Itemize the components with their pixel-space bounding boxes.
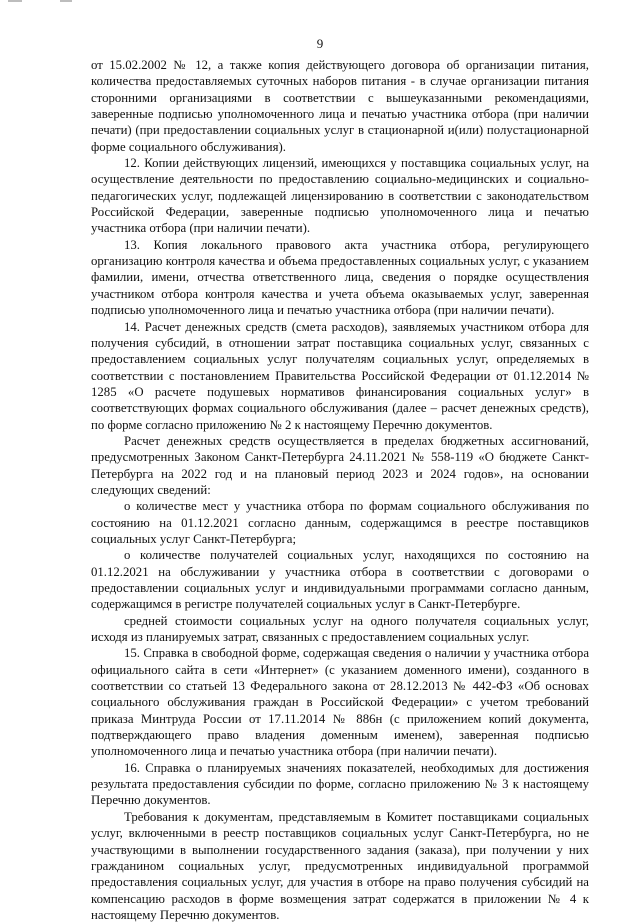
- paragraph-continuation: от 15.02.2002 № 12, а также копия действующего договора об организации питания, количества предоставляемых суточных наборов питания - в случае организации питания сторонними организациями в соответствии с вышеуказанными рекомендациями, заверенные подписью уполномоченного лица и печатью участника отбора (при наличии печати) (при предоставлении социальных услуг в стационарной и(или) полустационарной форме социального обслуживания).: [91, 58, 589, 154]
- page-number: 9: [316, 36, 324, 51]
- paragraph-item-14: 14. Расчет денежных средств (смета расходов), заявляемых участником отбора для получения субсидий, в отношении затрат поставщика социальных услуг, связанных с предоставлением социальных услуг получателям социальных услуг, определяемых в соответствии с постановлением Правительства Российской Федерации от 01.12.2014 № 1285 «О расчете подушевых нормативов финансирования социальных услуг» в соответствующих формах социального обслуживания (далее – расчет денежных средств), по форме согласно приложению № 2 к настоящему Перечню документов.: [91, 319, 589, 432]
- paragraph-item-16: 16. Справка о планируемых значениях показателей, необходимых для достижения результата предоставления субсидии по форме, согласно приложению № 3 к настоящему Перечню документов.: [91, 760, 589, 808]
- paragraph-item-15: 15. Справка в свободной форме, содержащая сведения о наличии у участника отбора официального сайта в сети «Интернет» (с указанием доменного имени), созданного в соответствии со статьей 13 Федерального закона от 28.12.2013 № 442-ФЗ «Об основах социального обслуживания граждан в Российской Федерации» с учетом требований приказа Минтруда России от 17.11.2014 № 886н (с приложением копий документа, подтверждающего право владения доменным именем), заверенная подписью уполномоченного лица и печатью участника отбора (при наличии печати).: [91, 646, 589, 759]
- scan-edge-mark-left: [8, 0, 22, 2]
- paragraph-item-13: 13. Копия локального правового акта участника отбора, регулирующего организацию контроля качества и объема предоставленных социальных услуг, с указанием фамилии, имени, отчества ответственного лица, сведения о порядке осуществления участником отбора контроля качества и учета объема оказываемых услуг, заверенная подписью уполномоченного лица и печатью участника отбора (при наличии печати).: [91, 237, 589, 318]
- paragraph-recipients-count: о количестве получателей социальных услуг, находящихся по состоянию на 01.12.2021 на обслуживании у участника отбора в соответствии с договорами о предоставлении социальных услуг и индивидуальными программами согласно данным, содержащимся в регистре получателей социальных услуг в Санкт-Петербурге.: [91, 548, 589, 612]
- scan-edge-mark-right: [60, 0, 72, 2]
- document-body: [91, 57, 589, 923]
- paragraph-places-count: о количестве мест у участника отбора по формам социального обслуживания по состоянию на 01.12.2021 согласно данным, содержащимся в реестре поставщиков социальных услуг Санкт-Петербурга;: [91, 499, 589, 546]
- paragraph-funds-calculation: Расчет денежных средств осуществляется в пределах бюджетных ассигнований, предусмотренных Законом Санкт-Петербурга 24.11.2021 № 558-119 «О бюджете Санкт-Петербурга на 2022 год и на плановый период 2023 и 2024 годов», на основании следующих сведений:: [91, 433, 589, 497]
- paragraph-document-requirements: Требования к документам, представляемым в Комитет поставщиками социальных услуг, включенными в реестр поставщиков социальных услуг Санкт-Петербурга, но не участвующими в выполнении государственного задания (заказа), при получении у них гражданином социальных услуг, предусмотренных индивидуальной программой предоставления социальных услуг, для участия в отборе на право получения субсидий на компенсацию расходов в форме возмещения затрат содержатся в приложении № 4 к настоящему Перечню документов.: [91, 809, 589, 922]
- paragraph-item-12: 12. Копии действующих лицензий, имеющихся у поставщика социальных услуг, на осуществление деятельности по предоставлению социально-медицинских и социально-педагогических услуг, подлежащей лицензированию в соответствии с законодательством Российской Федерации, заверенные подписью уполномоченного лица и печатью участника отбора (при наличии печати).: [91, 156, 589, 236]
- paragraph-average-cost: средней стоимости социальных услуг на одного получателя социальных услуг, исходя из планируемых затрат, связанных с предоставлением социальных услуг.: [91, 613, 589, 645]
